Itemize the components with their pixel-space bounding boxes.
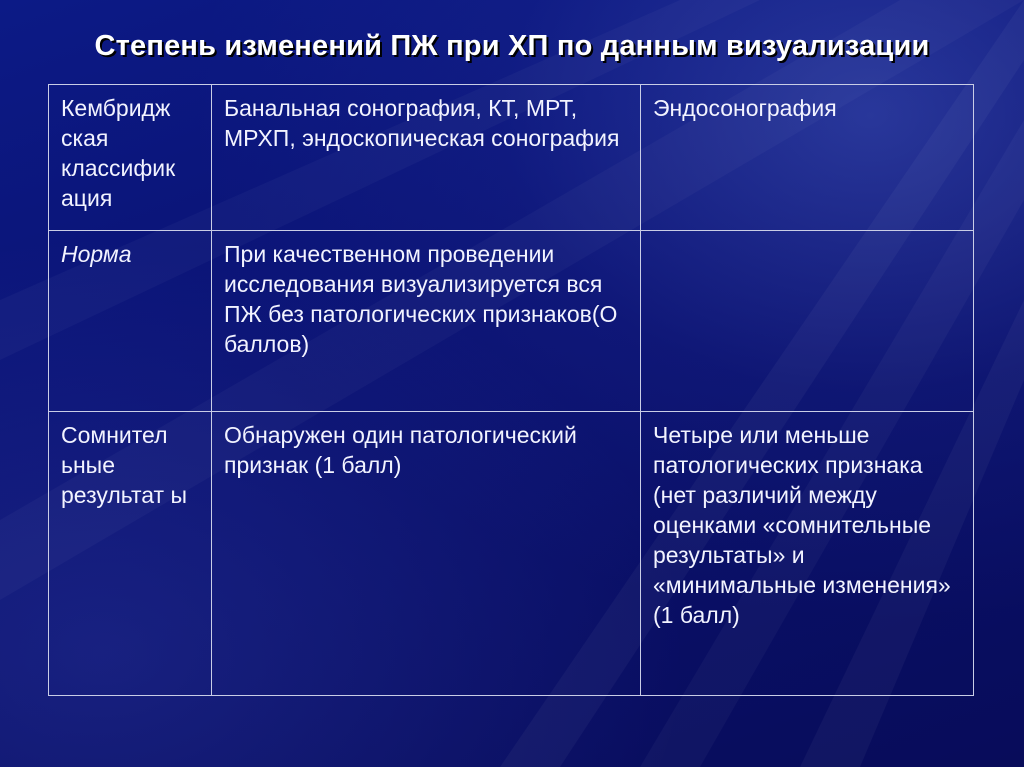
row-endosonography-finding xyxy=(641,231,974,412)
table-header-row xyxy=(49,85,974,231)
row-conventional-finding: Обнаружен один патологический признак (1 балл) xyxy=(212,412,641,696)
header-conventional-imaging: Банальная сонография, КТ, МРТ, МРХП, эндоскопическая сонография xyxy=(212,85,641,231)
row-conventional-finding: При качественном проведении исследования визуализируется вся ПЖ без патологических признаков(О баллов) xyxy=(212,231,641,412)
table-row xyxy=(49,231,974,412)
header-endosonography: Эндосонография xyxy=(641,85,974,231)
row-category: Норма xyxy=(49,231,212,412)
slide-title: Степень изменений ПЖ при ХП по данным визуализации xyxy=(94,30,930,62)
row-category: Сомнител ьные результат ы xyxy=(49,412,212,696)
table-row xyxy=(49,412,974,696)
header-classification: Кембридж ская классифик ация xyxy=(49,85,212,231)
row-endosonography-finding: Четыре или меньше патологических признака (нет различий между оценками «сомнительные результаты» и «минимальные изменения» (1 балл) xyxy=(641,412,974,696)
visualization-table xyxy=(48,84,974,696)
